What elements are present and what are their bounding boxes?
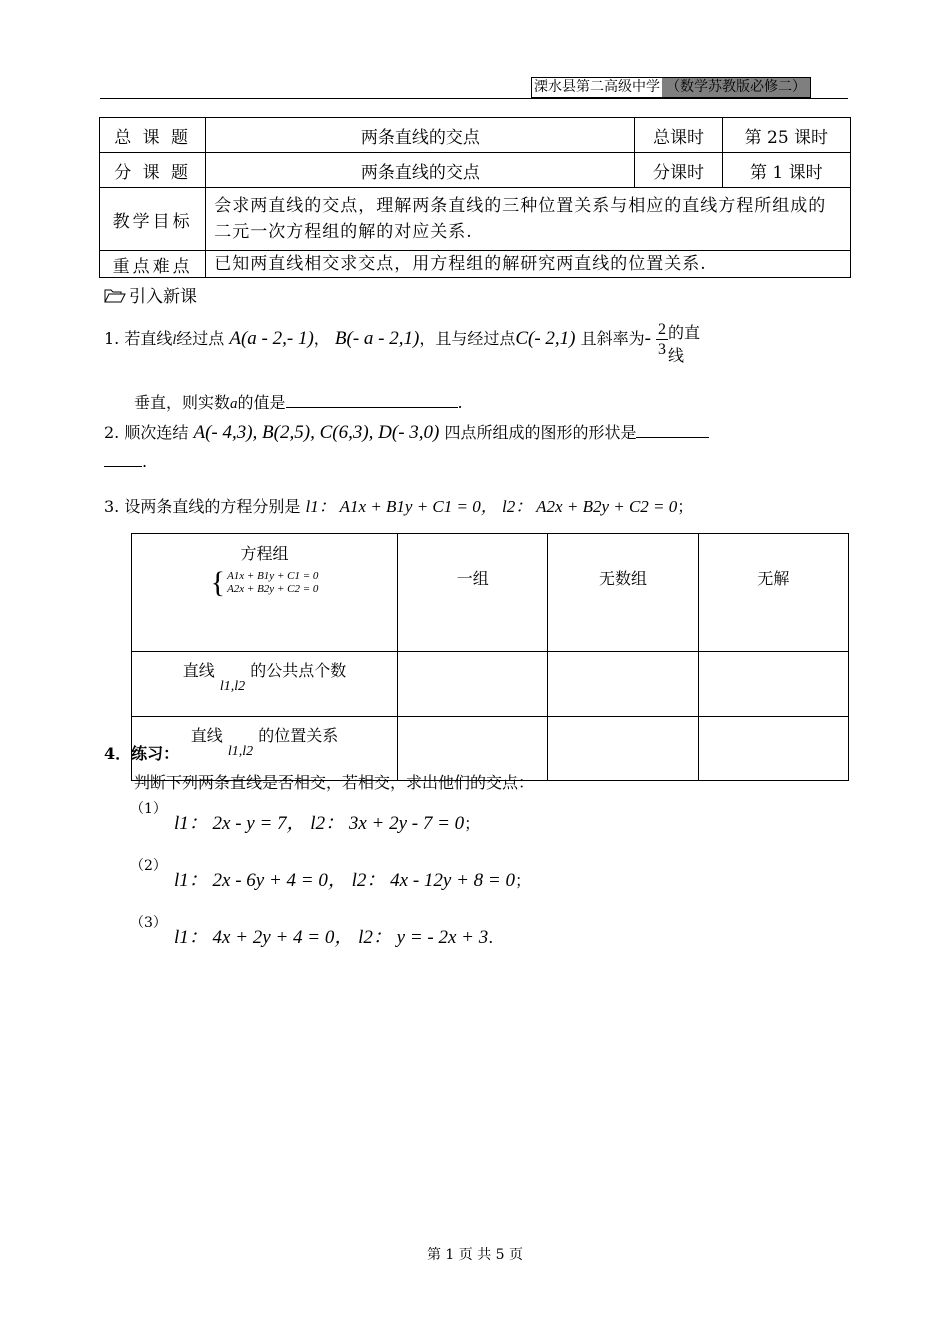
fraction-denominator: 3 xyxy=(658,341,667,358)
edition-label: （数学苏教版必修二） xyxy=(662,78,810,97)
q2-number: 2. xyxy=(104,423,120,442)
header-infinite-solutions: 无数组 xyxy=(548,534,698,652)
cell-input[interactable] xyxy=(398,652,548,717)
cell-input[interactable] xyxy=(548,717,698,781)
row-label: 直线 xyxy=(182,661,215,680)
row-lines: l1,l2 xyxy=(227,744,254,759)
header-tag xyxy=(531,77,811,98)
exercise-2-number: （2） xyxy=(130,858,167,874)
brace-icon: { xyxy=(210,566,226,599)
header-system-label: 方程组 xyxy=(240,544,289,563)
question-3 xyxy=(104,492,693,517)
sub-hours-label: 分课时 xyxy=(635,153,722,188)
row-common-points-label xyxy=(132,652,398,717)
slope-fraction xyxy=(656,320,668,359)
system-equation-2: A2x + B2y + C2 = 0 xyxy=(227,583,319,595)
school-name: 溧水县第二高级中学 xyxy=(534,79,660,95)
exercise-3-end: . xyxy=(488,928,494,947)
question-2-continued xyxy=(104,452,147,471)
fraction-numerator: 2 xyxy=(658,321,667,338)
question-4-heading: 4．练习： xyxy=(104,744,180,763)
exercise-1 xyxy=(174,808,480,835)
q1-minus-sign: - xyxy=(644,328,651,349)
answer-blank[interactable] xyxy=(636,437,709,438)
exercise-3-number: （3） xyxy=(130,915,167,931)
focus-label: 重点难点 xyxy=(100,251,206,278)
answer-blank[interactable] xyxy=(286,407,458,408)
q1-line-symbol: l xyxy=(172,333,177,348)
q2-points: A(- 4,3), B(2,5), C(6,3), D(- 3,0) xyxy=(193,422,440,443)
q1-text: 的值是 xyxy=(237,393,286,412)
cell-input[interactable] xyxy=(698,652,848,717)
q3-equations: l1： A1x + B1y + C1 = 0， l2： A2x + B2y + C2 = 0 xyxy=(305,497,678,516)
cell-input[interactable] xyxy=(698,717,848,781)
q1-period: . xyxy=(457,393,463,412)
exercise-3 xyxy=(174,922,493,949)
q2-text: 四点所组成的图形的形状是 xyxy=(444,423,637,442)
header-no-solution: 无解 xyxy=(698,534,848,652)
total-topic-value: 两条直线的交点 xyxy=(206,118,635,153)
sub-topic-label: 分 课 题 xyxy=(100,153,206,188)
exercise-1-end: ； xyxy=(464,814,481,833)
row-lines: l1,l2 xyxy=(219,679,246,694)
exercise-1-equation: l1： 2x - y = 7， l2： 3x + 2y - 7 = 0 xyxy=(174,813,465,834)
q1-point-a: A(a - 2,- 1) xyxy=(229,328,314,349)
q3-text: 设两条直线的方程分别是 xyxy=(124,497,301,516)
q2-period: . xyxy=(142,452,148,471)
q1-text: 若直线 xyxy=(124,329,173,348)
total-topic-label: 总 课 题 xyxy=(100,118,206,153)
page-footer: 第 1 页 共 5 页 xyxy=(426,1247,524,1263)
exercise-2 xyxy=(174,865,531,892)
question-4-intro: 判断下列两条直线是否相交，若相交，求出他们的交点： xyxy=(134,773,535,792)
row-label-tail: 的位置关系 xyxy=(258,726,339,745)
question-1-line-2 xyxy=(134,390,463,413)
q1-point-c: C(- 2,1) xyxy=(515,328,576,349)
sub-topic-value: 两条直线的交点 xyxy=(206,153,635,188)
q1-variable-a: a xyxy=(230,396,238,412)
equation-system xyxy=(211,568,319,598)
exercise-2-equation: l1： 2x - 6y + 4 = 0， l2： 4x - 12y + 8 = 0 xyxy=(174,870,515,891)
q1-text: 的直线 xyxy=(668,323,701,365)
sub-hours-value: 第 1 课时 xyxy=(722,153,850,188)
total-hours-label: 总课时 xyxy=(635,118,722,153)
exercise-1-number: （1） xyxy=(130,801,167,817)
cell-input[interactable] xyxy=(548,652,698,717)
q1-point-b: B(- a - 2,1) xyxy=(334,328,420,349)
section-heading xyxy=(104,282,197,307)
q1-text: ，且与经过点 xyxy=(419,329,516,348)
q1-number: 1. xyxy=(104,329,120,348)
question-1-line-1: 1. 若直线l经过点 A(a - 2,- 1)， B(- a - 2,1)，且与经过点C(- 2,1) 且斜率为- $\frac{2}{3}$ 的直线 xyxy=(104,320,706,366)
focus-value: 已知两直线相交求交点，用方程组的解研究两直线的位置关系. xyxy=(206,251,851,278)
system-equation-1: A1x + B1y + C1 = 0 xyxy=(227,570,319,582)
header-system xyxy=(132,534,398,652)
q3-number: 3. xyxy=(104,497,120,516)
q3-end: ； xyxy=(677,497,694,516)
header-rule xyxy=(100,98,848,99)
row-label: 直线 xyxy=(190,726,223,745)
total-hours-value: 第 25 课时 xyxy=(722,118,850,153)
section-title: 引入新课 xyxy=(129,287,197,307)
exercise-2-end: ； xyxy=(514,871,531,890)
goal-label: 教学目标 xyxy=(100,188,206,251)
row-label-tail: 的公共点个数 xyxy=(250,661,347,680)
answer-blank-continued[interactable] xyxy=(104,466,142,467)
q1-text: 经过点 xyxy=(176,329,225,348)
header-one-solution: 一组 xyxy=(398,534,548,652)
goal-value: 会求两直线的交点，理解两条直线的三种位置关系与相应的直线方程所组成的二元一次方程组的解的对应关系. xyxy=(206,188,851,251)
q2-text: 顺次连结 xyxy=(124,423,189,442)
q1-text: 且斜率为 xyxy=(580,329,645,348)
question-2 xyxy=(104,420,709,444)
relation-table xyxy=(131,533,849,781)
q1-text: 垂直，则实数 xyxy=(134,393,231,412)
exercise-3-equation: l1： 4x + 2y + 4 = 0， l2： y = - 2x + 3 xyxy=(174,927,489,948)
lesson-info-table xyxy=(99,117,851,278)
folder-icon xyxy=(104,287,126,303)
